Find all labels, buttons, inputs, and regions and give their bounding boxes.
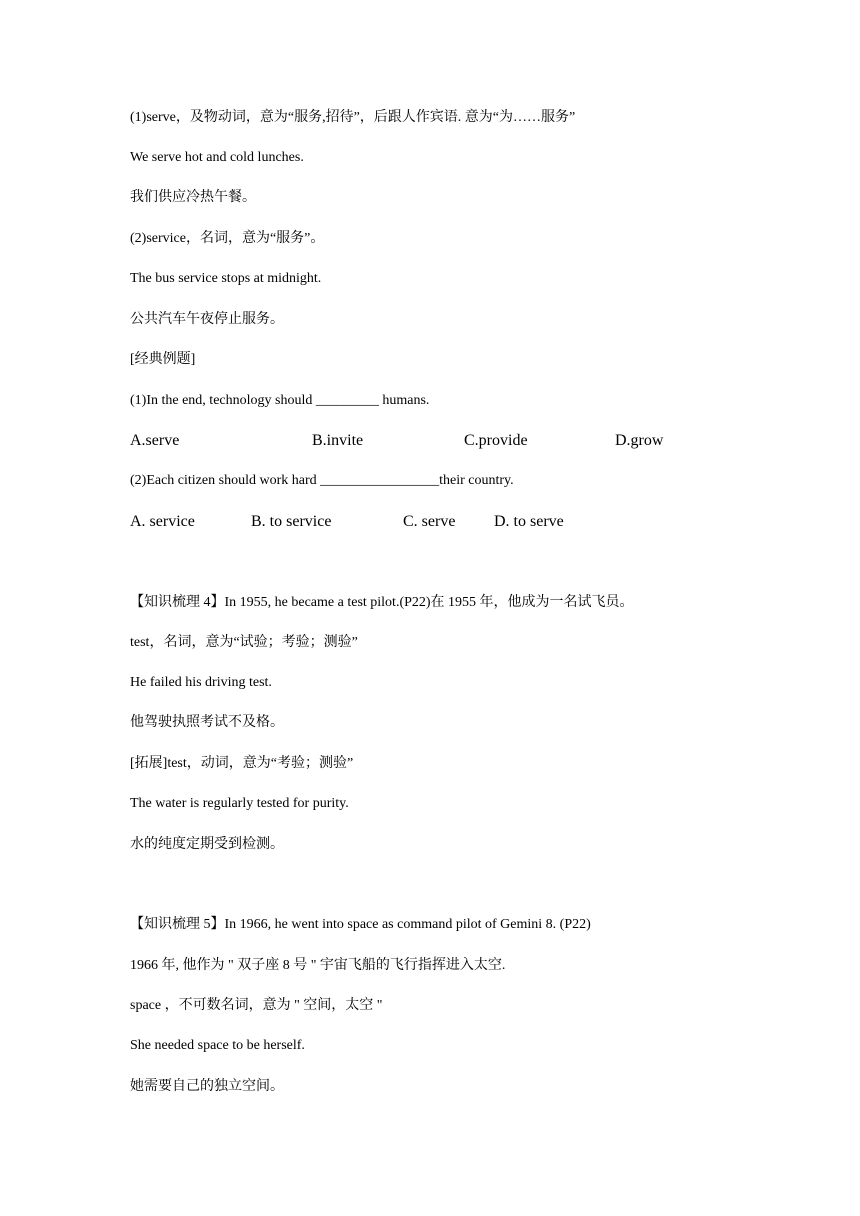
section-heading-classic-examples: [经典例题]	[130, 352, 196, 367]
example-sentence-en: He failed his driving test.	[130, 675, 272, 690]
option-d: D.grow	[615, 432, 664, 449]
option-c: C. serve	[403, 513, 456, 530]
note-test-noun: test，名词，意为“试验；考验；测验”	[130, 635, 358, 650]
question-2: (2)Each citizen should work hard _________________their country.	[130, 473, 514, 488]
question-1: (1)In the end, technology should _________ humans.	[130, 393, 430, 408]
option-c: C.provide	[464, 432, 528, 449]
option-b: B.invite	[312, 432, 364, 449]
option-d: D. to serve	[494, 513, 564, 530]
example-sentence-zh: 她需要自己的独立空间。	[130, 1079, 284, 1094]
note-serve-definition: (1)serve，及物动词，意为“服务,招待”，后跟人作宾语. 意为“为……服务”	[130, 110, 576, 125]
note-test-verb: [拓展]test，动词，意为“考验；测验”	[130, 756, 354, 771]
note-service-definition: (2)service，名词，意为“服务”。	[130, 231, 325, 246]
note-space-noun: space ，不可数名词，意为 " 空间，太空 "	[130, 998, 383, 1013]
option-b: B. to service	[251, 513, 332, 530]
question-2-options	[0, 513, 860, 531]
example-sentence-en: The water is regularly tested for purity.	[130, 796, 349, 811]
example-sentence-en: We serve hot and cold lunches.	[130, 150, 304, 165]
knowledge-point-5-translation: 1966 年, 他作为 " 双子座 8 号 " 宇宙飞船的飞行指挥进入太空.	[130, 958, 506, 973]
example-sentence-zh: 他驾驶执照考试不及格。	[130, 715, 284, 730]
option-a: A. service	[130, 513, 195, 530]
knowledge-point-4-heading: 【知识梳理 4】In 1955, he became a test pilot.(P22)在 1955 年，他成为一名试飞员。	[130, 595, 634, 610]
example-sentence-en: She needed space to be herself.	[130, 1038, 305, 1053]
example-sentence-zh: 公共汽车午夜停止服务。	[130, 312, 284, 327]
example-sentence-en: The bus service stops at midnight.	[130, 271, 322, 286]
knowledge-point-5-heading: 【知识梳理 5】In 1966, he went into space as command pilot of Gemini 8. (P22)	[130, 917, 591, 932]
example-sentence-zh: 我们供应冷热午餐。	[130, 190, 256, 205]
example-sentence-zh: 水的纯度定期受到检测。	[130, 837, 284, 852]
option-a: A.serve	[130, 432, 180, 449]
question-1-options	[0, 432, 860, 450]
